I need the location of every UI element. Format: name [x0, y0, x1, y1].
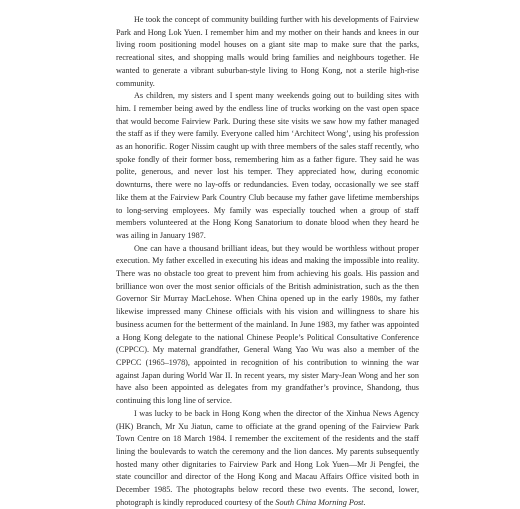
- paragraph-4-end: .: [363, 497, 366, 507]
- paragraph-1-text: He took the concept of community building further with his developments of Fairview Park and Hong Lok Yuen. I remember him and my mother on their hands and knees in our living room positioning model houses on a giant site map to make sure that the parks, recreational sites, and shopping malls would bring families and neighbours together. He wanted to generate a vibrant suburban-style living to Hong Kong, not a sterile high-rise community.: [116, 15, 419, 88]
- paragraph-2: [116, 90, 419, 242]
- paragraph-4-text: I was lucky to be back in Hong Kong when the director of the Xinhua News Agency (HK) Branch, Mr Xu Jiatun, came to officiate at the grand opening of the Fairview Park Town Centre on 18 March 1984. I remember the excitement of the residents and the staff lining the boulevards to watch the ceremony and the lion dances. My parents subsequently hosted many other dignitaries to Fairview Park and Hong Lok Yuen—Mr Ji Pengfei, the state councillor and director of the Hong Kong and Macau Affairs Office visited both in December 1985. The photographs below record these two events. The second, lower, photograph is kindly reproduced courtesy of the: [116, 408, 419, 507]
- paragraph-4: [116, 408, 419, 509]
- paragraph-2-text: As children, my sisters and I spent many weekends going out to building sites with him. I remember being awed by the endless line of trucks working on the vast open space that would become Fairview Park. During these site visits we saw how my father managed the staff as if they were family. Everyone called him ‘Architect Wong’, using his profession as an honorific. Roger Nissim caught up with three members of the sales staff recently, who spoke fondly of their former boss, remembering him as a father figure. They said he was polite, generous, and never lost his temper. They appreciated how, during economic downturns, there were no lay-offs or redundancies. Even today, occasionally we see staff like them at the Fairview Park Country Club because my father gave lifetime memberships to long-serving employees. My family was especially touched when a group of staff members volunteered at the Hong Kong Sanatorium to donate blood when they heard he was ailing in January 1987.: [116, 91, 419, 240]
- newspaper-title: South China Morning Post: [275, 497, 364, 507]
- paragraph-1: [116, 14, 419, 90]
- paragraph-3: [116, 243, 419, 408]
- body-text: [116, 14, 419, 509]
- paragraph-3-text: One can have a thousand brilliant ideas, but they would be worthless without proper execution. My father excelled in executing his ideas and making the impossible into reality. There was no obstacle too great to prevent him from achieving his goals. His passion and brilliance won over the most senior officials of the British administration, such as the then Governor Sir Murray MacLehose. When China opened up in the early 1980s, my father likewise impressed many Chinese officials with his vision and willingness to share his business acumen for the betterment of the mainland. In June 1983, my father was appointed a Hong Kong delegate to the national Chinese People’s Political Consultative Conference (CPPCC). My maternal grandfather, General Wang Yao Wu was also a member of the CPPCC (1965–1978), appointed in recognition of his contribution to winning the war against Japan during World War II. In recent years, my sister Mary-Jean Wong and her son have also been appointed as delegates from my grandfather’s province, Shandong, thus continuing this long line of service.: [116, 243, 419, 406]
